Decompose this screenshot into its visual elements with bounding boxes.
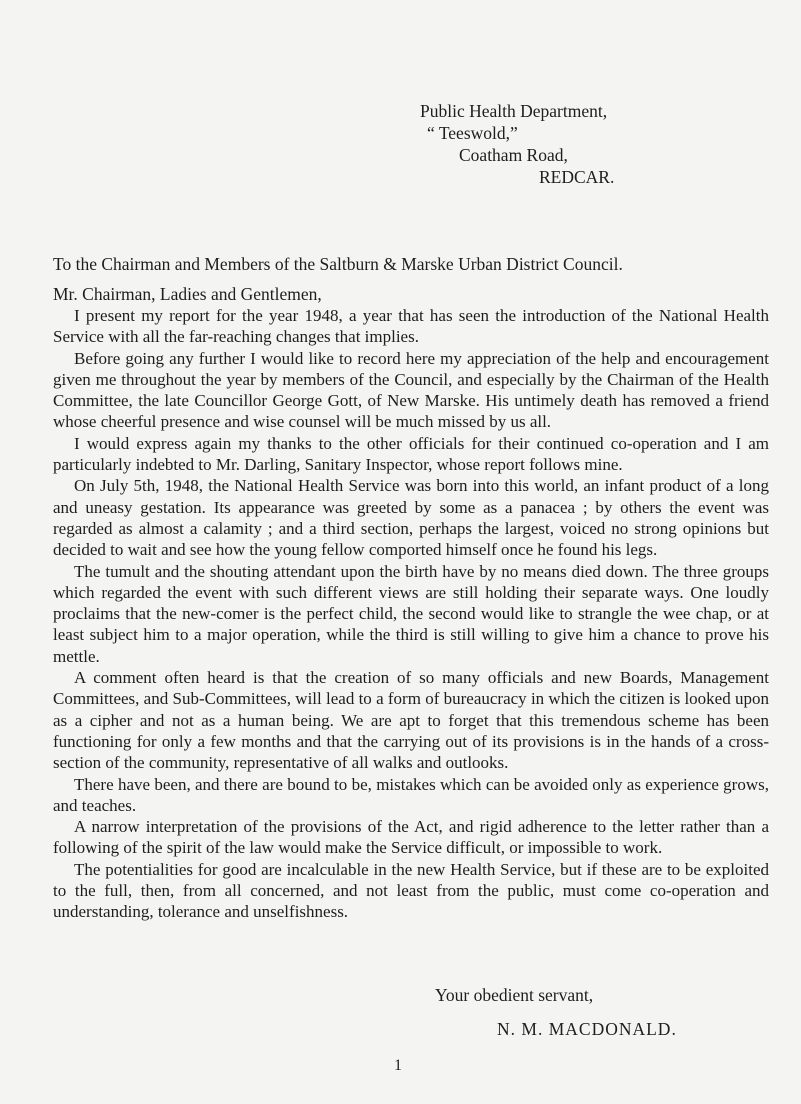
body-paragraph: Before going any further I would like to record here my appreciation of the help and encouragement given me throughout the year by members of the Council, and especially by the Chairman of the Health Committee, the late Councillor George Gott, of New Marske. His untimely death has removed a friend whose cheerful presence and wise counsel will be much missed by us all. [53, 348, 769, 432]
address-town: REDCAR. [539, 167, 615, 187]
body-paragraph: The tumult and the shouting attendant upon the birth have by no means died down. The three groups which regarded the event with such different views are still holding their separate ways. One loudly proclaims that the new-comer is the perfect child, the second would like to strangle the wee chap, or at least subject him to a major operation, while the third is still willing to give him a chance to prove his mettle. [53, 561, 769, 666]
body-paragraph: A comment often heard is that the creation of so many officials and new Boards, Management Committees, and Sub-Committees, will lead to a form of bureaucracy in which the citizen is looked upon as a cipher and not as a human being. We are apt to forget that this tremendous scheme has been functioning for only a few months and that the carrying out of its provisions is in the hands of a cross-section of the community, representative of all walks and outlooks. [53, 668, 769, 773]
body-paragraph: There have been, and there are bound to be, mistakes which can be avoided only as experience grows, and teaches. [53, 774, 769, 815]
body-paragraph: I would express again my thanks to the other officials for their continued co-operation and I am particularly indebted to Mr. Darling, Sanitary Inspector, whose report follows mine. [53, 433, 769, 475]
body-paragraph: A narrow interpretation of the provisions of the Act, and rigid adherence to the letter rather than a following of the spirit of the law would make the Service difficult, or impossible to work. [53, 817, 769, 858]
letter-body [53, 305, 769, 923]
sender-address [420, 100, 614, 188]
body-paragraph: On July 5th, 1948, the National Health Service was born into this world, an infant product of a long and uneasy gestation. Its appearance was greeted by some as a panacea ; by others the event was regarded as almost a calamity ; and a third section, perhaps the largest, voiced no strong opinions but decided to wait and see how the young fellow comported himself once he found his legs. [53, 476, 769, 560]
address-street: Coatham Road, [459, 145, 568, 165]
address-building: “ Teeswold,” [427, 123, 518, 143]
salutation: Mr. Chairman, Ladies and Gentlemen, [53, 284, 322, 304]
closing-line: Your obedient servant, [435, 985, 594, 1005]
addressee-line: To the Chairman and Members of the Saltburn & Marske Urban District Council. [53, 254, 623, 274]
page-number: 1 [394, 1057, 402, 1074]
address-department: Public Health Department, [420, 101, 608, 121]
signature: N. M. MACDONALD. [497, 1019, 677, 1039]
body-paragraph: The potentialities for good are incalculable in the new Health Service, but if these are to be exploited to the full, then, from all concerned, and not least from the public, must come co-operation and understanding, tolerance and unselfishness. [53, 859, 769, 922]
body-paragraph: I present my report for the year 1948, a year that has seen the introduction of the National Health Service with all the far-reaching changes that implies. [53, 306, 769, 347]
